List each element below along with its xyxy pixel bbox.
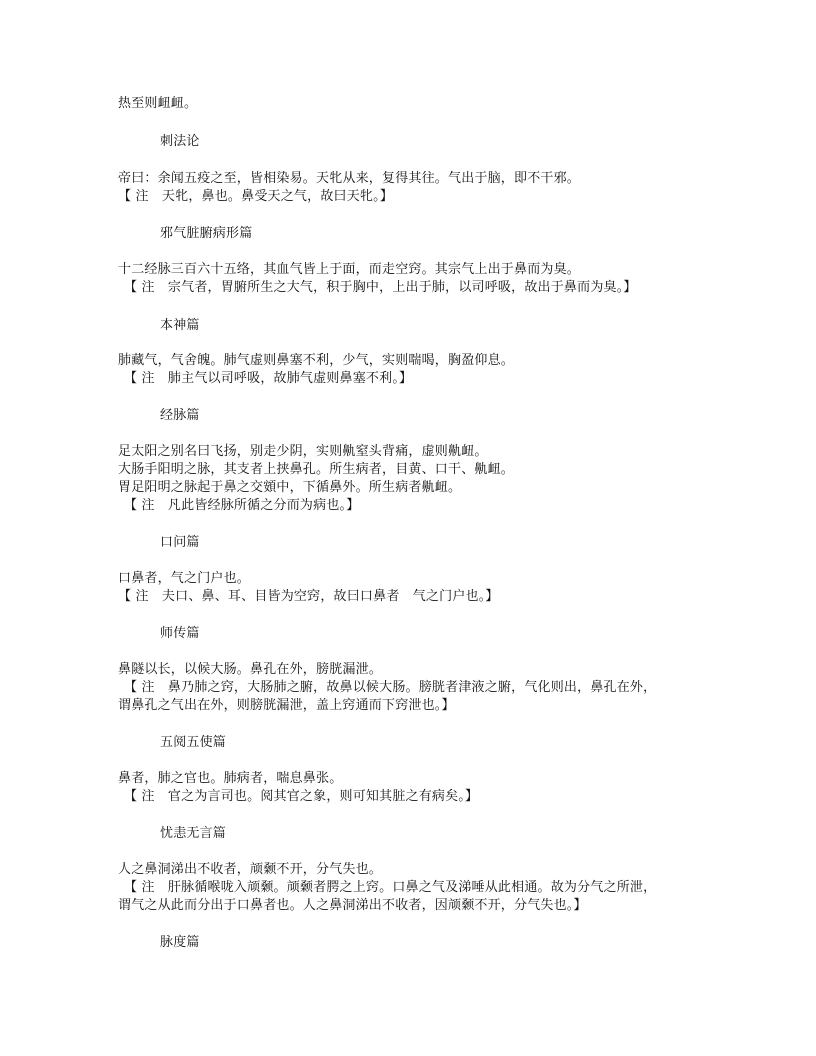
text-line: 鼻隧以长，以候大肠。鼻孔在外，膀胱漏泄。 [118, 662, 383, 677]
text-line: 热至则衄衄。 [118, 96, 198, 111]
text-line: 足太阳之别名曰飞扬，别走少阴，实则鼽窒头背痛，虚则鼽衄。 [118, 444, 488, 459]
section-heading: 五阅五使篇 [160, 735, 227, 750]
section-heading: 脉度篇 [160, 935, 200, 950]
section-heading: 经脉篇 [160, 408, 200, 423]
annotation-line: 【 注 肺主气以司呼吸，故肺气虚则鼻塞不利。】 [124, 371, 413, 386]
annotation-line: 谓鼻孔之气出在外，则膀胱漏泄，盖上窍通而下窍泄也。】 [118, 698, 455, 713]
annotation-line: 【 注 肝脉循喉咙入颃颡。颃颡者腭之上窍。口鼻之气及涕唾从此相通。故为分气之所泄， [124, 880, 657, 895]
text-line: 大肠手阳明之脉，其支者上挟鼻孔。所生病者，目黄、口干、鼽衄。 [118, 462, 515, 477]
section-heading: 口问篇 [160, 535, 200, 550]
annotation-line: 【 注 官之为言司也。阅其官之象，则可知其脏之有病矣。】 [124, 789, 479, 804]
text-line: 十二经脉三百六十五络，其血气皆上于面，而走空窍。其宗气上出于鼻而为臭。 [118, 262, 581, 277]
annotation-line: 【 注 天牝，鼻也。鼻受天之气，故曰天牝。】 [118, 189, 394, 204]
text-line: 胃足阳明之脉起于鼻之交頞中，下循鼻外。所生病者鼽衄。 [118, 480, 462, 495]
annotation-line: 【 注 宗气者，胃腑所生之大气，积于胸中，上出于肺，以司呼吸，故出于鼻而为臭。】 [124, 280, 637, 295]
text-line: 帝曰：余闻五疫之至，皆相染易。天牝从来，复得其往。气出于脑，即不干邪。 [118, 171, 581, 186]
section-heading: 刺法论 [160, 134, 200, 149]
text-line: 肺藏气，气舍魄。肺气虚则鼻塞不利，少气，实则喘喝，胸盈仰息。 [118, 353, 515, 368]
annotation-line: 【 注 鼻乃肺之窍，大肠肺之腑，故鼻以候大肠。膀胱者津液之腑，气化则出，鼻孔在外， [124, 680, 657, 695]
text-line: 口鼻者，气之门户也。 [118, 571, 251, 586]
section-heading: 忧恚无言篇 [160, 826, 227, 841]
text-line: 人之鼻洞涕出不收者，颃颡不开，分气失也。 [118, 862, 383, 877]
annotation-line: 【 注 夫口、鼻、耳、目皆为空窍，故曰口鼻者 气之门户也。】 [118, 589, 499, 604]
annotation-line: 谓气之从此而分出于口鼻者也。人之鼻洞涕出不收者，因颃颡不开，分气失也。】 [118, 898, 587, 913]
section-heading: 本神篇 [160, 318, 200, 333]
annotation-line: 【 注 凡此皆经脉所循之分而为病也。】 [124, 498, 360, 513]
section-heading: 邪气脏腑病形篇 [160, 226, 253, 241]
section-heading: 师传篇 [160, 626, 200, 641]
text-line: 鼻者，肺之官也。肺病者，喘息鼻张。 [118, 771, 343, 786]
